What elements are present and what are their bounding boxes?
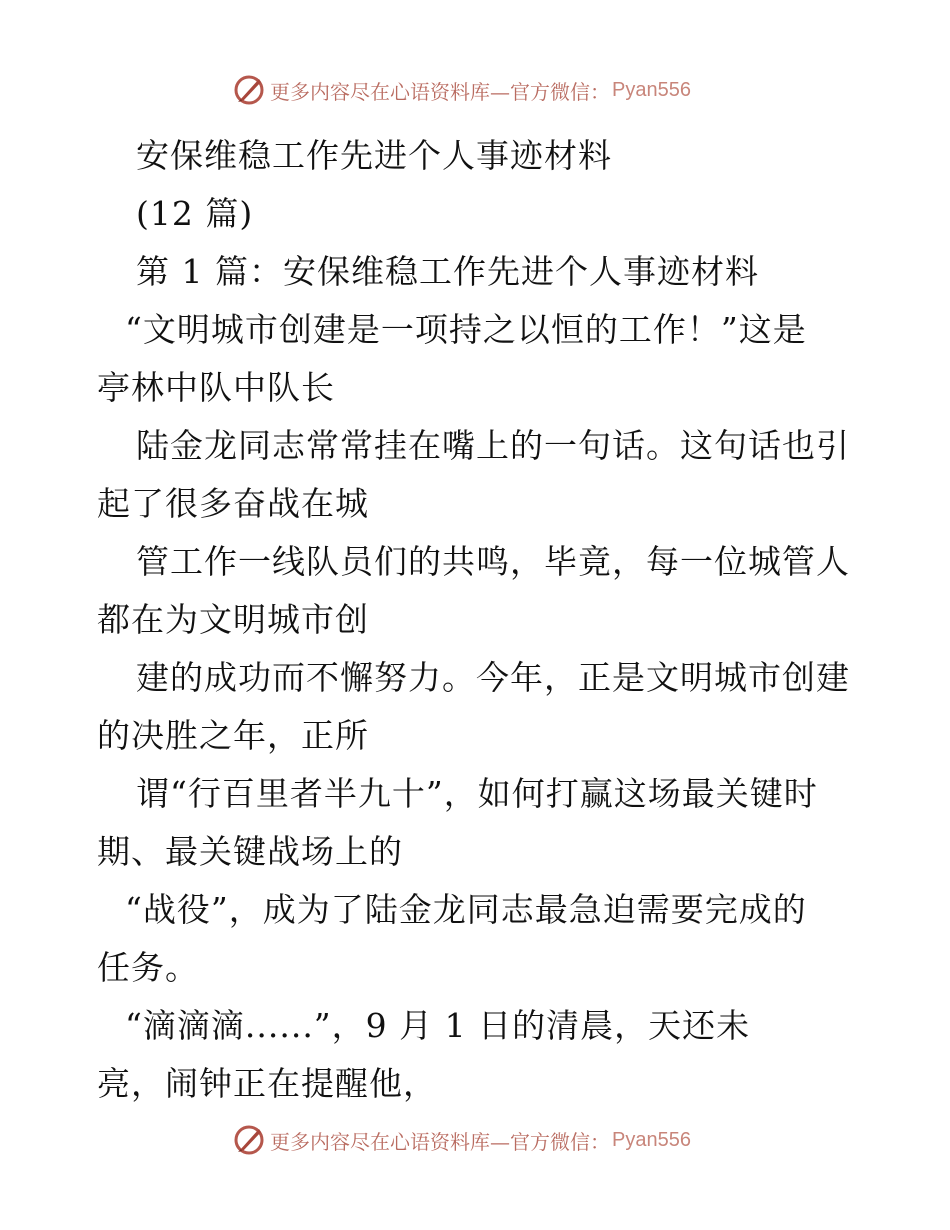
paragraph-line: 期、最关键战场上的 xyxy=(97,832,403,871)
paragraph-line: 建的成功而不懈努力。今年，正是文明城市创建 xyxy=(136,658,850,697)
paragraph-line: 任务。 xyxy=(97,948,199,987)
watermark-handle: Pyan556 xyxy=(612,78,691,101)
paragraph-line: “战役”，成为了陆金龙同志最急迫需要完成的 xyxy=(125,890,807,929)
paragraph-line: 谓“行百里者半九十”，如何打赢这场最关键时 xyxy=(136,774,818,813)
quill-pen-circle-icon xyxy=(232,73,266,107)
section-heading: 第 1 篇：安保维稳工作先进个人事迹材料 xyxy=(136,252,759,291)
paragraph-line: “文明城市创建是一项持之以恒的工作！”这是 xyxy=(125,310,807,349)
paragraph-line: 亮，闹钟正在提醒他， xyxy=(97,1064,437,1103)
paragraph-line: 陆金龙同志常常挂在嘴上的一句话。这句话也引 xyxy=(136,426,850,465)
paragraph-line: 起了很多奋战在城 xyxy=(97,484,369,523)
header-watermark xyxy=(232,72,691,108)
watermark-text: 更多内容尽在心语资料库—官方微信： xyxy=(270,1129,610,1154)
paragraph-line: 管工作一线队员们的共鸣，毕竟，每一位城管人 xyxy=(136,542,850,581)
paragraph-line: 的决胜之年，正所 xyxy=(97,716,369,755)
quill-pen-circle-icon xyxy=(232,1123,266,1157)
doc-title-line: 安保维稳工作先进个人事迹材料 xyxy=(136,136,612,175)
footer-watermark xyxy=(232,1122,691,1158)
doc-count-line: (12 篇) xyxy=(136,194,254,233)
watermark-handle: Pyan556 xyxy=(612,1128,691,1151)
paragraph-line: 亭林中队中队长 xyxy=(97,368,335,407)
document-body xyxy=(97,127,857,1113)
watermark-text: 更多内容尽在心语资料库—官方微信： xyxy=(270,79,610,104)
paragraph-line: “滴滴滴......”，9 月 1 日的清晨，天还未 xyxy=(125,1006,751,1045)
paragraph-line: 都在为文明城市创 xyxy=(97,600,369,639)
